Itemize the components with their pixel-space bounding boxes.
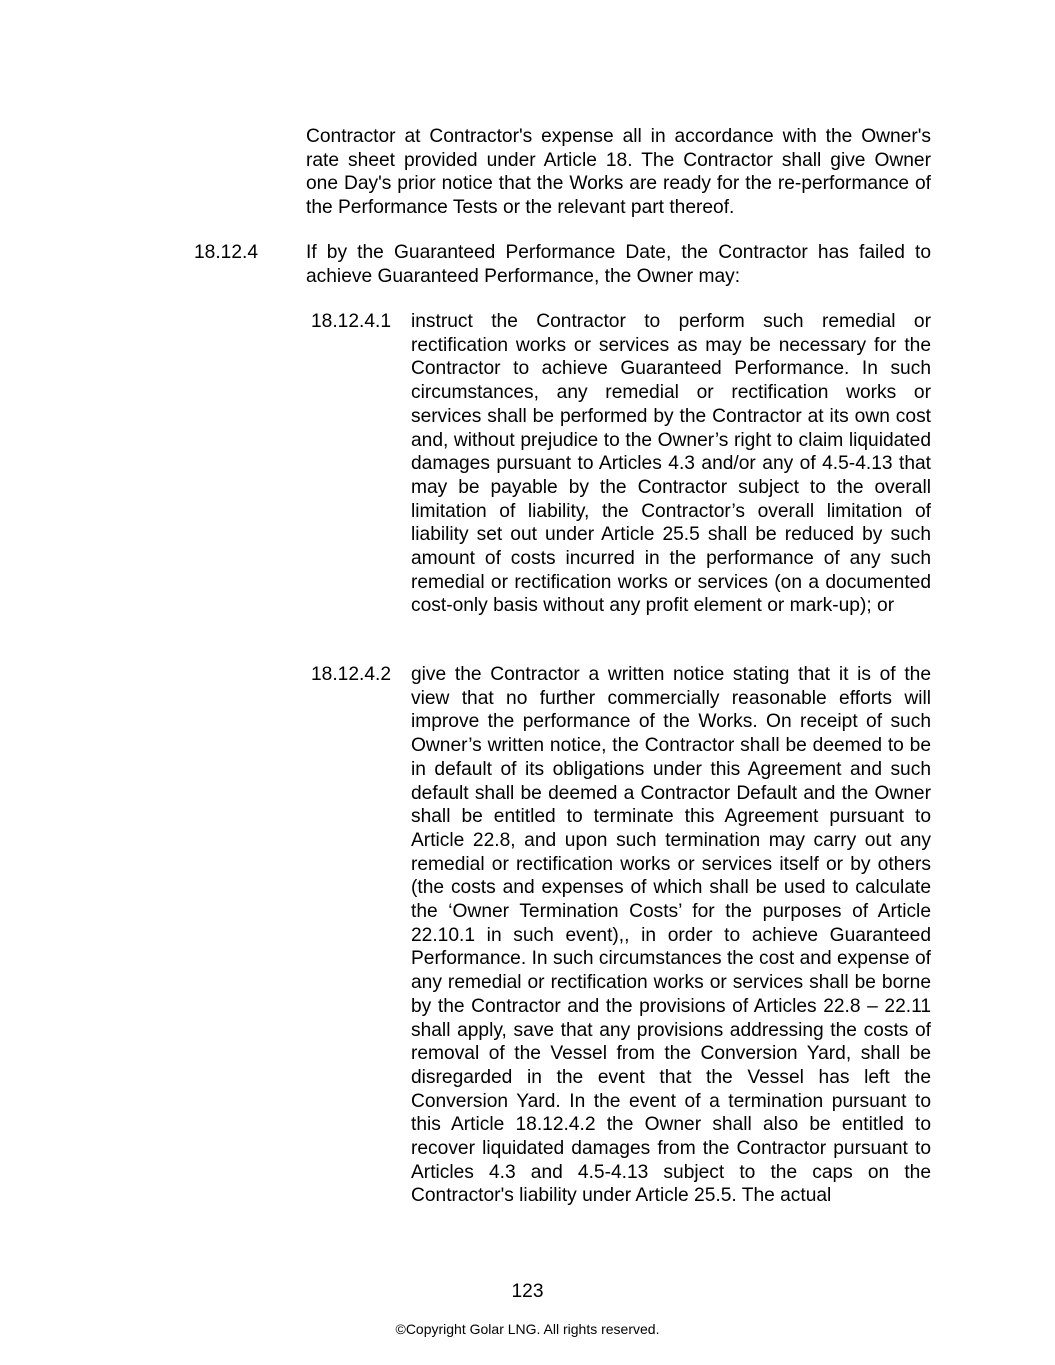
subclause-number: 18.12.4.1 [311,311,392,332]
subclause-number: 18.12.4.2 [311,664,392,685]
subclause-text: instruct the Contractor to perform such remedial or rectification works or services as may be necessary for the Contractor to achieve Guaranteed Performance. In such circumstances, any remedial or rectification works or services shall be performed by the Contractor at its own cost and, without prejudice to the Owner’s right to claim liquidated damages pursuant to Articles 4.3 and/or any of 4.5-4.13 that may be payable by the Contractor subject to the overall limitation of liability, the Contractor’s overall limitation of liability set out under Article 25.5 shall be reduced by such amount of costs incurred in the performance of any such remedial or rectification works or services (on a documented cost-only basis without any profit element or mark-up); or [411,311,931,617]
continuation-paragraph: Contractor at Contractor's expense all in accordance with the Owner's rate sheet provided under Article 18. The Contractor shall give Owner one Day's prior notice that the Works are ready for the re-performance of the Performance Tests or the relevant part thereof. [306,126,931,219]
clause-text: If by the Guaranteed Performance Date, the Contractor has failed to achieve Guaranteed Performance, the Owner may: [306,242,931,287]
clause-number: 18.12.4 [194,242,259,263]
copyright-footer: ©Copyright Golar LNG. All rights reserved. [395,1321,660,1337]
page-number: 123 [511,1281,544,1302]
subclause-text: give the Contractor a written notice stating that it is of the view that no further commercially reasonable efforts will improve the performance of the Works. On receipt of such Owner’s written notice, the Contractor shall be deemed to be in default of its obligations under this Agreement and such default shall be deemed a Contractor Default and the Owner shall be entitled to terminate this Agreement pursuant to Article 22.8, and upon such termination may carry out any remedial or rectification works or services itself or by others (the costs and expenses of which shall be used to calculate the ‘Owner Termination Costs’ for the purposes of Article 22.10.1 in such event),, in order to achieve Guaranteed Performance. In such circumstances the cost and expense of any remedial or rectification works or services shall be borne by the Contractor and the provisions of Articles 22.8 – 22.11 shall apply, save that any provisions addressing the costs of removal of the Vessel from the Conversion Yard, shall be disregarded in the event that the Vessel has left the Conversion Yard. In the event of a termination pursuant to this Article 18.12.4.2 the Owner shall also be entitled to recover liquidated damages from the Contractor pursuant to Articles 4.3 and 4.5-4.13 subject to the caps on the Contractor's liability under Article 25.5. The actual [411,664,931,1207]
